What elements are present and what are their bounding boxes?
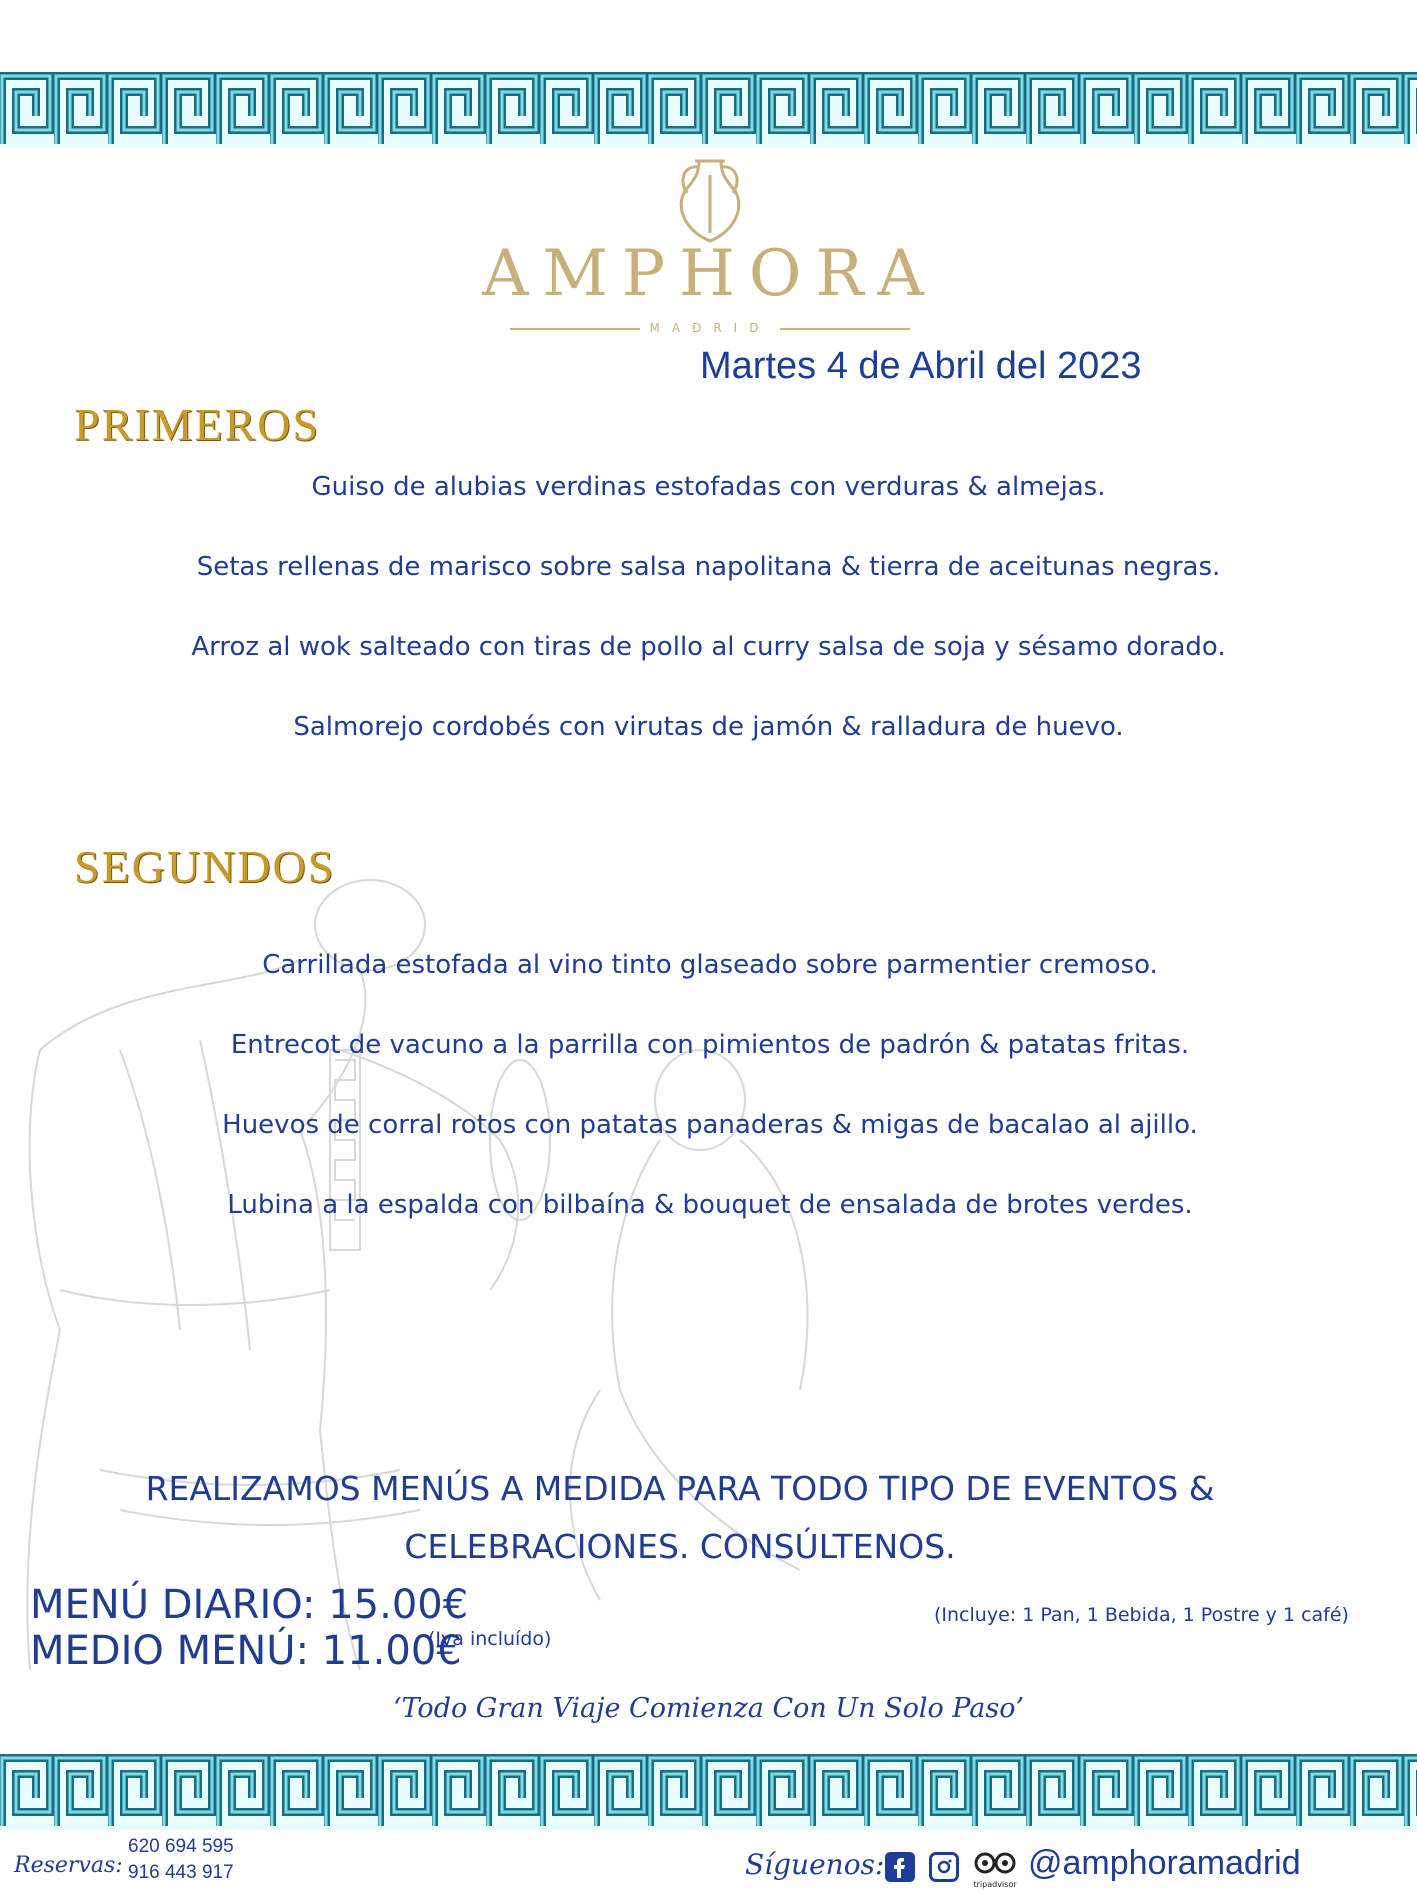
events-banner-line-1: REALIZAMOS MENÚS A MEDIDA PARA TODO TIPO DE EVENTOS & — [145, 1469, 1215, 1508]
primeros-item-3: Arroz al wok salteado con tiras de pollo al curry salsa de soja y sésamo dorado. — [191, 632, 1226, 662]
brand-city: MADRID — [649, 321, 771, 335]
greek-border-bottom — [0, 1742, 1417, 1842]
primeros-item-2: Setas rellenas de marisco sobre salsa napolitana & tierra de aceitunas negras. — [196, 552, 1221, 582]
primeros-title: PRIMEROS — [74, 399, 321, 450]
half-menu-price: MEDIO MENÚ: 11.00€ — [30, 1628, 462, 1674]
events-banner-line-2: CELEBRACIONES. CONSÚLTENOS. — [404, 1527, 956, 1566]
motto-quote: ‘Todo Gran Viaje Comienza Con Un Solo Paso’ — [392, 1693, 1025, 1724]
greek-key-pattern-top — [0, 60, 1417, 160]
phone-number-1[interactable]: 620 694 595 — [128, 1836, 234, 1857]
segundos-item-4: Lubina a la espalda con bilbaína & bouquet de ensalada de brotes verdes. — [227, 1190, 1193, 1220]
segundos-item-1: Carrillada estofada al vino tinto glaseado sobre parmentier cremoso. — [262, 950, 1158, 980]
daily-menu-price: MENÚ DIARIO: 15.00€ — [30, 1582, 469, 1628]
reservations-label: Reservas: — [14, 1853, 123, 1878]
events-banner — [100, 1460, 1260, 1576]
includes-note: (Incluye: 1 Pan, 1 Bebida, 1 Postre y 1 café) — [934, 1604, 1349, 1626]
instagram-icon[interactable] — [929, 1852, 959, 1882]
brand-name: AMPHORA — [482, 237, 938, 311]
social-handle[interactable]: @amphoramadrid — [1028, 1844, 1301, 1882]
tripadvisor-label: tripadvisor — [973, 1880, 1017, 1889]
facebook-icon[interactable] — [885, 1852, 915, 1882]
phone-number-2[interactable]: 916 443 917 — [128, 1862, 234, 1883]
segundos-item-2: Entrecot de vacuno a la parrilla con pimientos de padrón & patatas fritas. — [230, 1030, 1190, 1060]
primeros-item-4: Salmorejo cordobés con virutas de jamón & ralladura de huevo. — [293, 712, 1124, 742]
segundos-title: SEGUNDOS — [74, 841, 336, 892]
tripadvisor-icon[interactable] — [972, 1850, 1018, 1890]
amphora-icon — [665, 155, 755, 245]
primeros-item-1: Guiso de alubias verdinas estofadas con verduras & almejas. — [311, 472, 1106, 502]
greek-key-pattern-bottom — [0, 1742, 1417, 1842]
segundos-item-3: Huevos de corral rotos con patatas panaderas & migas de bacalao al ajillo. — [222, 1110, 1198, 1140]
greek-border-top — [0, 60, 1417, 160]
follow-us-label: Síguenos: — [745, 1848, 885, 1881]
brand-logo — [480, 155, 940, 335]
iva-note: (Iva incluído) — [428, 1628, 552, 1650]
menu-date: Martes 4 de Abril del 2023 — [700, 345, 1142, 387]
